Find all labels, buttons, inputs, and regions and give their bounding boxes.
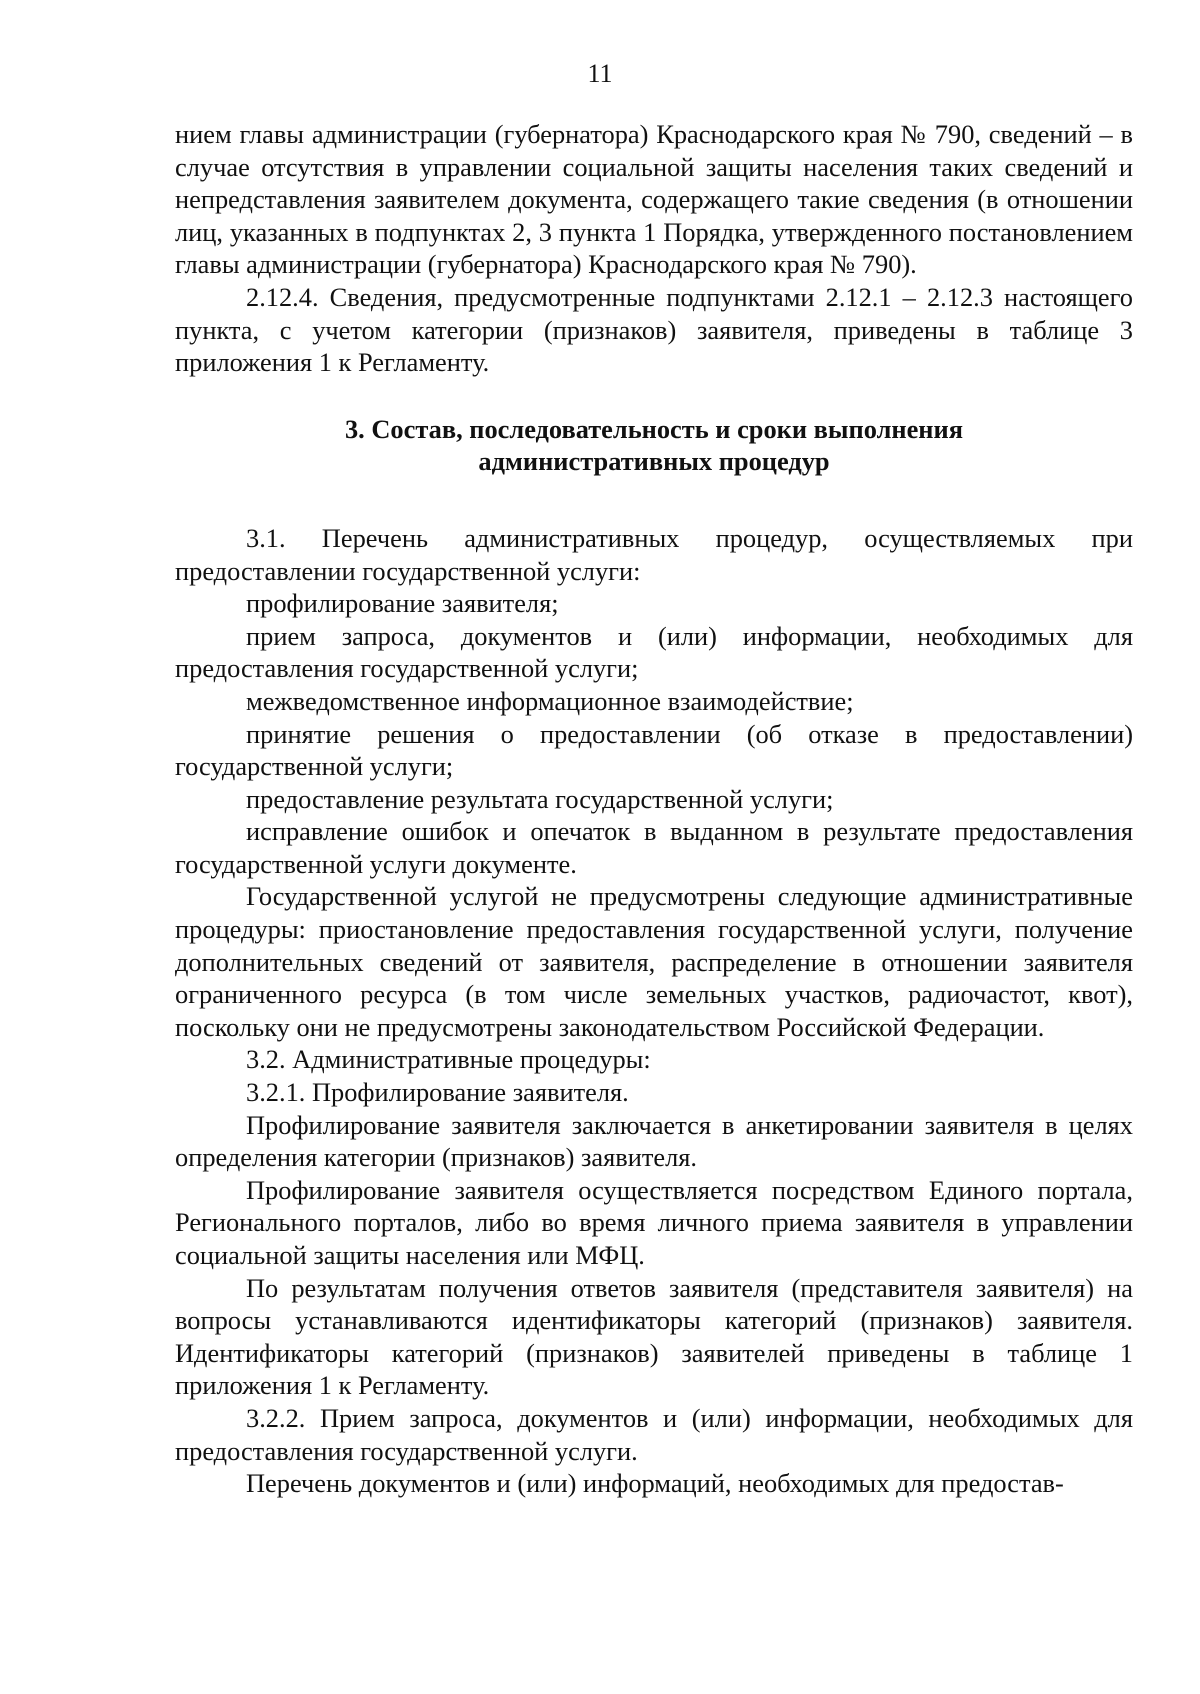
paragraph-profiling-definition: Профилирование заявителя заключается в анкетировании заявителя в целях определения категории (признаков) заявителя. [175, 1109, 1133, 1173]
section-heading-line-1: 3. Состав, последовательность и сроки выполнения [344, 413, 963, 444]
paragraph-3-1: 3.1. Перечень административных процедур, осуществляемых при предоставлении государственной услуги: [175, 522, 1133, 586]
list-item-profiling: профилирование заявителя; [246, 588, 559, 619]
paragraph-intro-2: 2.12.4. Сведения, предусмотренные подпунктами 2.12.1 – 2.12.3 настоящего пункта, с учетом категории (признаков) заявителя, приведены в таблице 3 приложения 1 к Регламенту. [175, 281, 1133, 378]
paragraph-3-2-1: 3.2.1. Профилирование заявителя. [246, 1077, 629, 1108]
paragraph-3-2-2: 3.2.2. Прием запроса, документов и (или) информации, необходимых для предоставления государственной услуги. [175, 1402, 1133, 1466]
paragraph-profiling-channels: Профилирование заявителя осуществляется посредством Единого портала, Регионального порталов, либо во время личного приема заявителя в управлении социальной защиты населения или МФЦ. [175, 1174, 1133, 1270]
list-item-decision: принятие решения о предоставлении (об отказе в предоставлении) государственной услуги; [175, 718, 1133, 782]
section-heading [175, 413, 1133, 478]
list-item-request-intake: прием запроса, документов и (или) информации, необходимых для предоставления государственной услуги; [175, 620, 1133, 684]
list-item-corrections: исправление ошибок и опечаток в выданном в результате предоставления государственной услуги документе. [175, 816, 1133, 879]
section-heading-line-2: административных процедур [478, 446, 830, 477]
paragraph-3-2: 3.2. Административные процедуры: [246, 1044, 651, 1075]
paragraph-not-provided: Государственной услугой не предусмотрены следующие административные процедуры: приостановление предоставления государственной услуги, получение дополнительных сведений от заявителя, распределение в отношении заявителя ограниченного ресурса (в том числе земельных участков, радиочастот, квот), поскольку они не предусмотрены законодательством Российской Федерации. [175, 881, 1133, 1042]
page-number: 11 [587, 59, 613, 88]
document-body [175, 118, 1133, 1500]
paragraph-intro-1: нием главы администрации (губернатора) Краснодарского края № 790, сведений – в случае отсутствия в управлении социальной защиты населения таких сведений и непредставления заявителем документа, содержащего такие сведения (в отношении лиц, указанных в подпунктах 2, 3 пункта 1 Порядка, утвержденного постановлением главы администрации (губернатора) Краснодарского края № 790). [175, 119, 1133, 280]
paragraph-documents-list: Перечень документов и (или) информаций, необходимых для предостав- [246, 1468, 1064, 1499]
list-item-interagency: межведомственное информационное взаимодействие; [246, 685, 854, 716]
list-item-result: предоставление результата государственной услуги; [246, 783, 834, 814]
paragraph-identifiers: По результатам получения ответов заявителя (представителя заявителя) на вопросы устанавливаются идентификаторы категорий (признаков) заявителя. Идентификаторы категорий (признаков) заявителей приведены в таблице 1 приложения 1 к Регламенту. [175, 1272, 1133, 1401]
